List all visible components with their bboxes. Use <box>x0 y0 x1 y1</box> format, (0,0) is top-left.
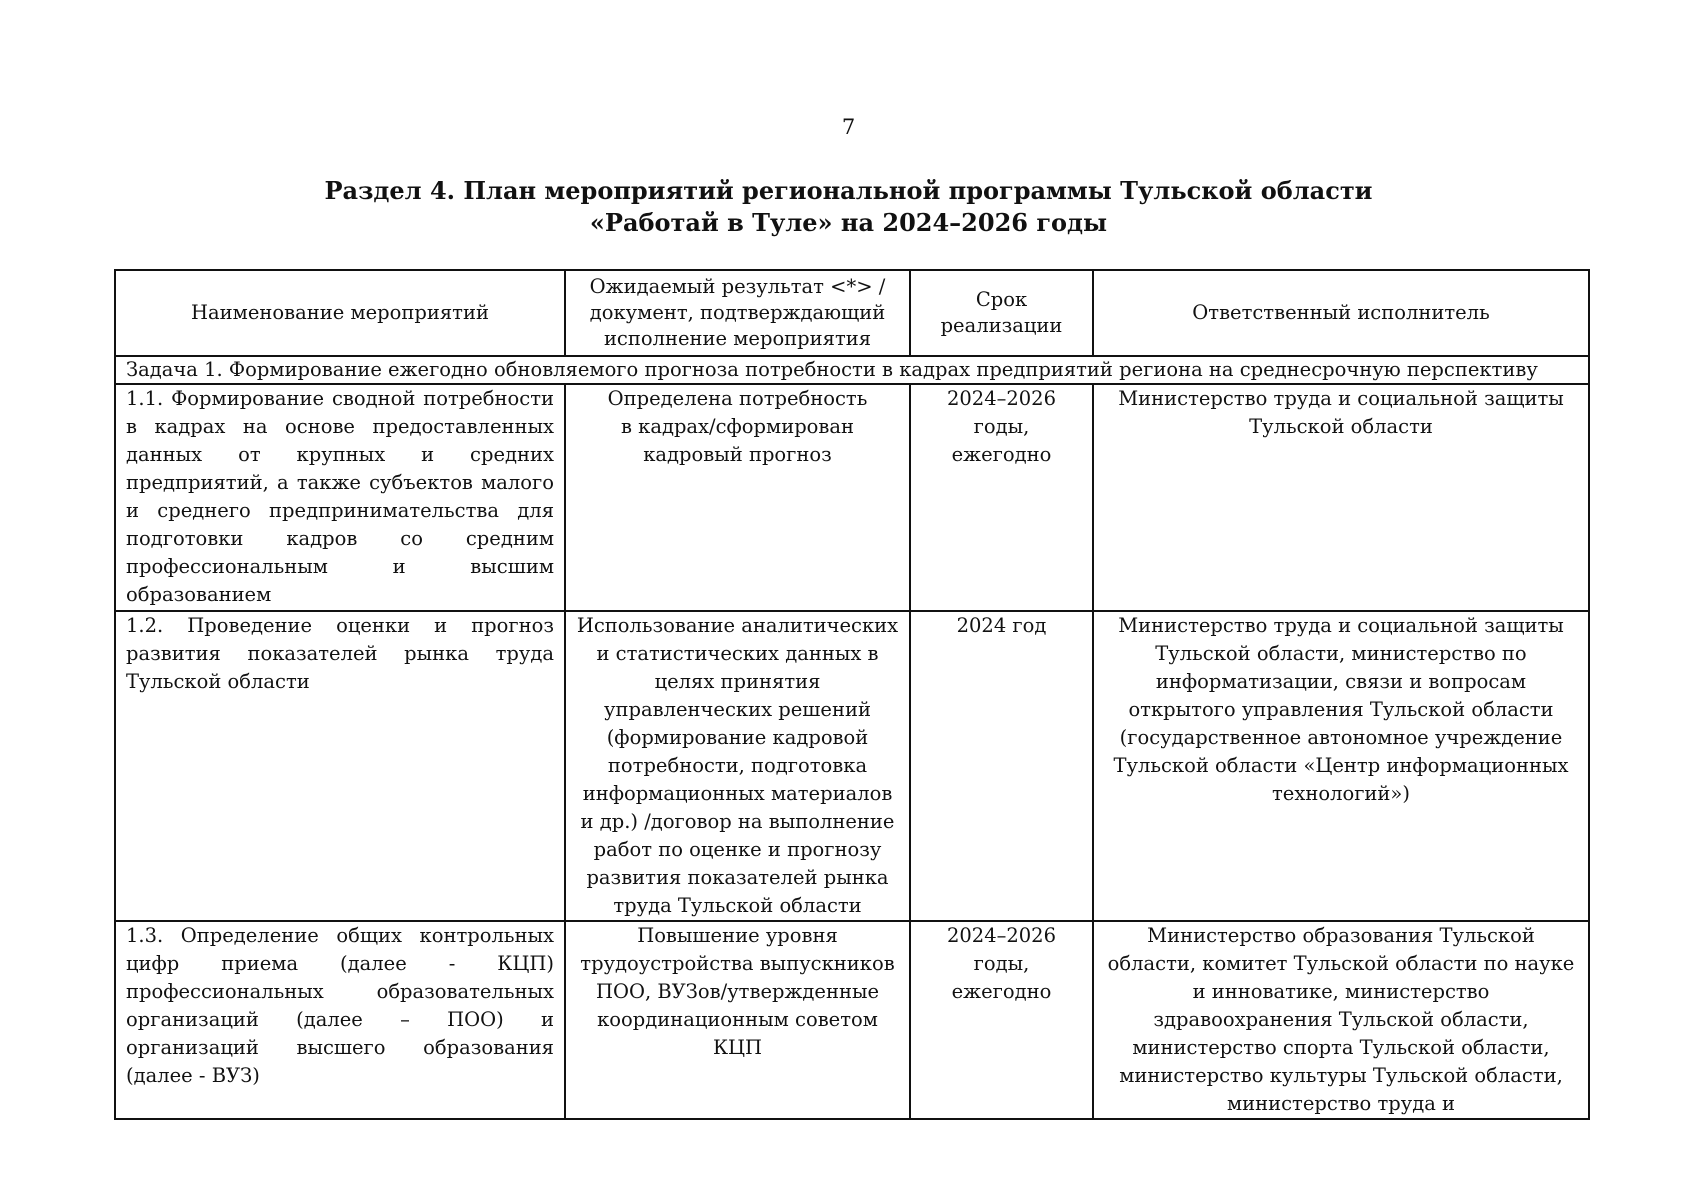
section-title <box>0 175 1697 239</box>
section-title-line-1: Раздел 4. План мероприятий региональной программы Тульской области <box>324 176 1373 205</box>
task-heading: Задача 1. Формирование ежегодно обновляемого прогноза потребности в кадрах предприятий региона на среднесрочную перспективу <box>115 356 1589 384</box>
task-row <box>115 356 1589 384</box>
header-responsible: Ответственный исполнитель <box>1093 270 1589 356</box>
term: 2024–2026 годы, ежегодно <box>910 384 1093 611</box>
term: 2024 год <box>910 611 1093 921</box>
header-activity-name: Наименование мероприятий <box>115 270 565 356</box>
expected-result: Определена потребность в кадрах/сформирован кадровый прогноз <box>565 384 910 611</box>
responsible: Министерство труда и социальной защиты Тульской области <box>1093 384 1589 611</box>
table-row <box>115 384 1589 611</box>
activity-name: 1.1. Формирование сводной потребности в кадрах на основе предоставленных данных от крупных и средних предприятий, а также субъектов малого и среднего предпринимательства для подготовки кадров со средним профессиональным и высшим образованием <box>115 384 565 611</box>
expected-result: Использование аналитических и статистических данных в целях принятия управленческих решений (формирование кадровой потребности, подготовка информационных материалов и др.) /договор на выполнение работ по оценке и прогнозу развития показателей рынка труда Тульской области <box>565 611 910 921</box>
section-title-line-2: «Работай в Туле» на 2024–2026 годы <box>589 208 1108 237</box>
table-row <box>115 921 1589 1119</box>
table-header-row <box>115 270 1589 356</box>
term: 2024–2026 годы, ежегодно <box>910 921 1093 1119</box>
expected-result: Повышение уровня трудоустройства выпускников ПОО, ВУЗов/утвержденные координационным советом КЦП <box>565 921 910 1119</box>
activity-name: 1.3. Определение общих контрольных цифр приема (далее - КЦП) профессиональных образовательных организаций (далее – ПОО) и организаций высшего образования (далее - ВУЗ) <box>115 921 565 1119</box>
responsible: Министерство образования Тульской области, комитет Тульской области по науке и инноватике, министерство здравоохранения Тульской области, министерство спорта Тульской области, министерство культуры Тульской области, министерство труда и <box>1093 921 1589 1119</box>
header-term: Срок реализации <box>910 270 1093 356</box>
activity-name: 1.2. Проведение оценки и прогноз развития показателей рынка труда Тульской области <box>115 611 565 921</box>
activities-plan-table <box>114 269 1590 1120</box>
responsible: Министерство труда и социальной защиты Тульской области, министерство по информатизации, связи и вопросам открытого управления Тульской области (государственное автономное учреждение Тульской области «Центр информационных технологий») <box>1093 611 1589 921</box>
page-number: 7 <box>841 115 856 139</box>
table-row <box>115 611 1589 921</box>
header-expected-result: Ожидаемый результат <*> / документ, подтверждающий исполнение мероприятия <box>565 270 910 356</box>
